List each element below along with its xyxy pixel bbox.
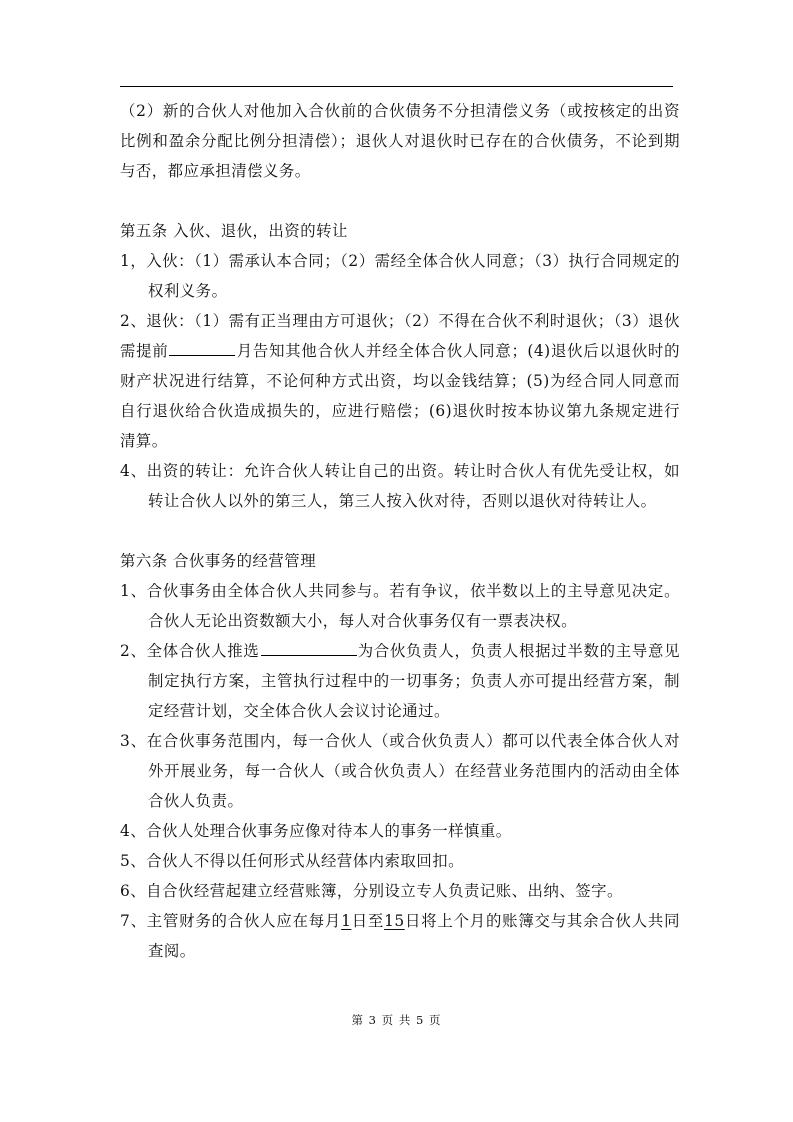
responsible-person-blank	[261, 637, 357, 656]
article-5-item-1: 1，入伙：（1）需承认本合同；（2）需经全体合伙人同意；（3）执行合同规定的权利义务。	[120, 252, 680, 300]
article-5-item-4: 4、出资的转让：允许合伙人转让自己的出资。转让时合伙人有优先受让权，如转让合伙人以外的第三人，第三人按入伙对待，否则以退伙对待转让人。	[120, 462, 680, 510]
article-6-item-7	[120, 906, 680, 966]
article-6-item-4: 4、合伙人处理合伙事务应像对待本人的事务一样慎重。	[120, 822, 512, 840]
article-6-item-5: 5、合伙人不得以任何形式从经营体内索取回扣。	[120, 852, 464, 870]
intro-paragraph: （2）新的合伙人对他加入合伙前的合伙债务不分担清偿义务（或按核定的出资比例和盈余分配比例分担清偿）；退伙人对退伙时已存在的合伙债务，不论到期与否，都应承担清偿义务。	[120, 102, 680, 180]
article-6-item-1: 1、合伙事务由全体合伙人共同参与。若有争议，依半数以上的主导意见决定。合伙人无论出资数额大小，每人对合伙事务仅有一票表决权。	[120, 582, 680, 630]
header-rule	[120, 86, 673, 87]
document-body	[120, 96, 680, 966]
article-6-item-2	[120, 636, 680, 726]
article-5-item-2	[120, 306, 680, 456]
article-6-item-3: 3、在合伙事务范围内，每一合伙人（或合伙负责人）都可以代表全体合伙人对外开展业务，每一合伙人（或合伙负责人）在经营业务范围内的活动由全体合伙人负责。	[120, 732, 680, 810]
article-6-item-7-text-c: 日将上个月的账簿交与其余合伙人共同查阅。	[148, 912, 680, 960]
start-day-value: 1	[341, 912, 352, 930]
article-6-item-6: 6、自合伙经营起建立经营账簿，分别设立专人负责记账、出纳、签字。	[120, 882, 623, 900]
article-6-title: 第六条 合伙事务的经营管理	[120, 552, 317, 570]
article-5-item-2-text-b: 月告知其他合伙人并经全体合伙人同意；(4)退伙后以退伙时的财产状况进行结算，不论何种方式出资，均以金钱结算；(5)为经合同人同意而自行退伙给合伙造成损失的，应进行赔偿；(6)退伙时按本协议第九条规定进行清算。	[120, 342, 680, 450]
end-day-value: 15	[384, 912, 405, 930]
article-6-item-2-text-b: 为合伙负责人，负责人根据过半数的主导意见制定执行方案，主管执行过程中的一切事务；负责人亦可提出经营方案，制定经营计划，交全体合伙人会议讨论通过。	[148, 642, 680, 720]
article-5-title: 第五条 入伙、退伙，出资的转让	[120, 222, 348, 240]
article-6-item-2-text-a: 2、全体合伙人推选	[120, 642, 260, 660]
article-6-item-7-text-b: 日至	[351, 912, 385, 930]
article-6-item-7-text-a: 7、主管财务的合伙人应在每月	[120, 912, 342, 930]
notice-months-blank	[169, 337, 235, 356]
article-5-item-2-text-a: 2、退伙：（1）需有正当理由方可退伙；（2）不得在合伙不利时退伙；（3）退伙需提前	[120, 312, 680, 360]
page-footer: 第 3 页 共 5 页	[351, 1013, 442, 1027]
